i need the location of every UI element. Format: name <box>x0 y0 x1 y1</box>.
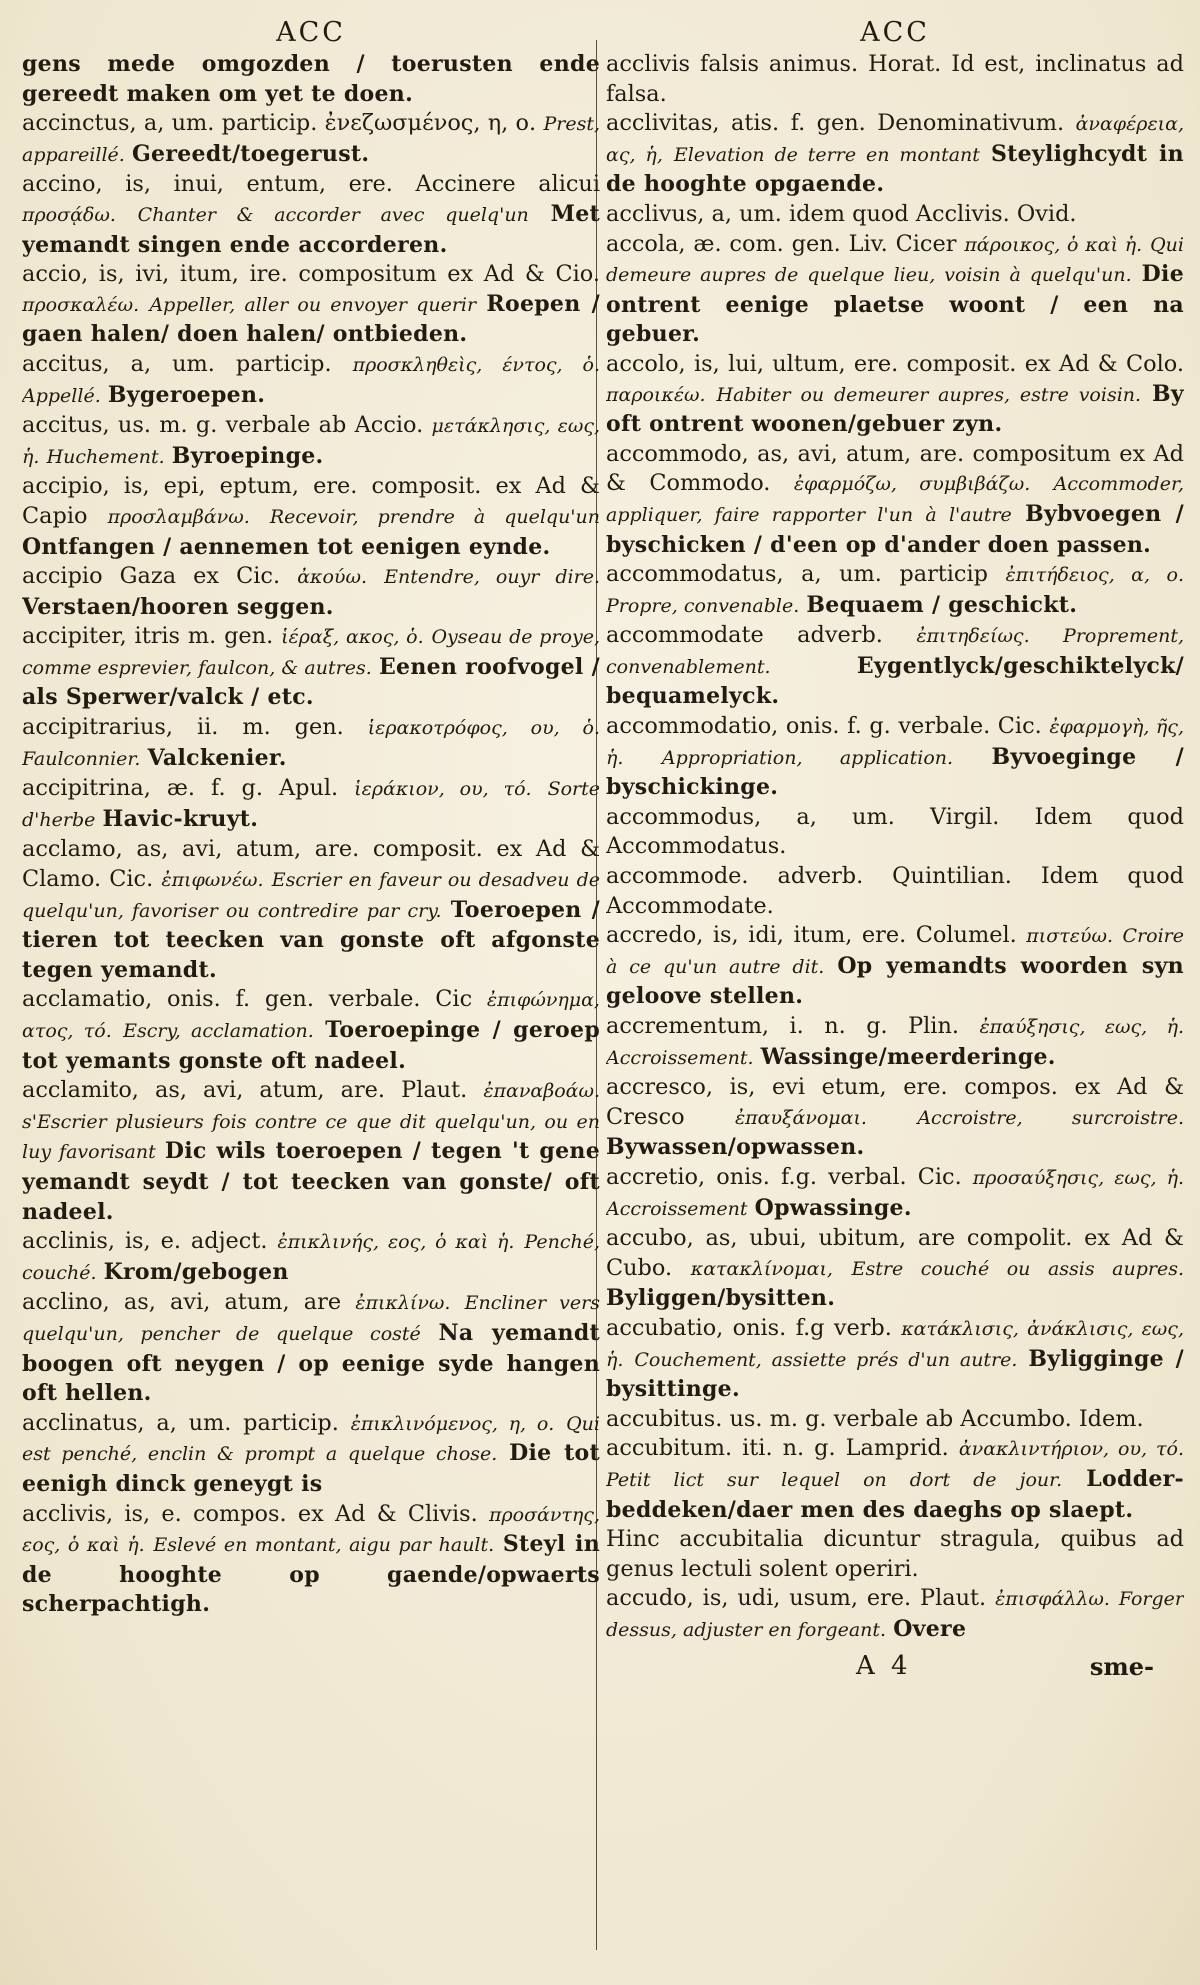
entry-latin: acclivis, is, e. compos. ex Ad & Clivis. <box>22 1500 478 1527</box>
dictionary-entry <box>606 200 1184 230</box>
entry-french: Recevoir, prendre à quelqu'un <box>269 505 600 528</box>
entry-greek: κατακλίνομαι, <box>690 1257 833 1280</box>
entry-latin: acclino, as, avi, atum, are <box>22 1289 342 1316</box>
entry-greek: ἐπιφώνημα, ατος, τό. <box>22 989 600 1042</box>
dictionary-entry <box>22 835 600 985</box>
dictionary-entry <box>606 1073 1184 1163</box>
entry-latin: accubitum. iti. n. g. Lamprid. <box>606 1435 949 1462</box>
entry-french: Escrier en faveur ou desadveu de quelqu'un, favoriser ou contredire par cry. <box>22 869 600 922</box>
entry-french: s'Escrier plusieurs fois contre ce que dit quelqu'un, ou en luy favorisant <box>22 1110 600 1164</box>
entry-greek: ἐπισφάλλω. <box>995 1588 1110 1611</box>
entry-latin: accudo, is, udi, usum, ere. Plaut. <box>606 1585 987 1612</box>
entry-french: Entendre, ouyr dire. <box>384 566 600 589</box>
entry-greek: ἐπιφωνέω. <box>161 869 264 892</box>
entry-dutch: Bygeroepen. <box>107 381 266 408</box>
dictionary-entry <box>22 1288 600 1408</box>
entry-dutch: Bequaem / geschickt. <box>806 591 1078 618</box>
entry-dutch: Verstaen/hooren seggen. <box>22 593 334 620</box>
entry-latin: acclivis falsis animus. Horat. Id est, inclinatus ad falsa. <box>606 51 1184 107</box>
entry-french: Elevation de terre en montant <box>673 143 980 166</box>
entry-latin: acclamo, as, avi, atum, are. composit. ex Ad & Clamo. Cic. <box>22 836 600 893</box>
entry-greek: ἱερακοτρόφος, ου, ὁ. <box>367 717 600 740</box>
dictionary-entry <box>22 713 600 774</box>
dictionary-entry <box>22 1227 600 1288</box>
entry-greek: ἐπαυξάνομαι. <box>734 1106 867 1129</box>
dictionary-entry <box>22 350 600 411</box>
entry-latin: acclivus, a, um. idem quod Acclivis. Ovid. <box>606 200 1077 227</box>
entry-greek: ἀνακλιντήριον, ου, τό. <box>958 1438 1184 1461</box>
entry-latin: accredo, is, idi, itum, ere. Columel. <box>606 922 1017 949</box>
entry-latin: accommodate adverb. <box>606 622 883 649</box>
dictionary-entry <box>606 1405 1184 1435</box>
entry-dutch: Met yemandt singen ende accorderen. <box>22 200 600 258</box>
entry-french: Habiter ou demeurer aupres, estre voisin. <box>716 383 1142 406</box>
dictionary-entry <box>606 1584 1184 1645</box>
entry-greek: ἐπιτήδειος, α, ο. <box>1005 564 1184 587</box>
entry-latin: accommodus, a, um. Virgil. Idem quod Accommodatus. <box>606 803 1184 860</box>
right-entries <box>606 50 1184 1645</box>
entry-french: Accommoder, appliquer, faire rapporter l'un à l'autre <box>606 473 1184 526</box>
running-head-left: ACC <box>276 18 346 48</box>
entry-greek: προσκληθεὶς, έντος, ὁ. <box>352 353 600 376</box>
entry-latin: accubo, as, ubui, ubitum, are compolit. ex Ad & Cubo. <box>606 1225 1184 1281</box>
dictionary-entry <box>22 109 600 170</box>
entry-french: Chanter & accorder avec quelq'un <box>137 203 529 226</box>
dictionary-entry <box>22 1500 600 1620</box>
entry-latin: acclamito, as, avi, atum, are. Plaut. <box>22 1077 468 1104</box>
page-footer <box>606 1645 1184 1682</box>
entry-latin: acclinatus, a, um. particip. <box>22 1409 339 1436</box>
entry-french: Appellé. <box>22 384 101 407</box>
entry-dutch: Ontfangen / aennemen tot eenigen eynde. <box>22 533 551 560</box>
entry-dutch: Lodder-beddeken/daer men des daeghs op slaept. <box>606 1465 1184 1523</box>
entry-greek: προσάντης, εος, ὁ καὶ ἡ. <box>22 1503 600 1557</box>
entry-french: Estre couché ou assis aupres. <box>851 1257 1184 1280</box>
entry-dutch: Byroepinge. <box>171 442 324 469</box>
dictionary-entry <box>606 109 1184 200</box>
entry-dutch: Toeroepinge / geroep tot yemants gonste oft nadeel. <box>22 1017 600 1074</box>
entry-dutch: By oft ontrent woonen/gebuer zyn. <box>606 380 1184 438</box>
entry-greek: πιστεύω. <box>1026 925 1113 948</box>
entry-greek: ἐπαναβοάω. <box>483 1080 600 1103</box>
entry-greek: προσλαμβάνω. <box>107 505 250 528</box>
dictionary-entry <box>22 411 600 472</box>
dictionary-entry <box>606 1314 1184 1405</box>
dictionary-entry <box>606 712 1184 803</box>
entry-latin: accitus, us. m. g. verbale ab Accio. <box>22 412 424 439</box>
entry-dutch: Gereedt/toegerust. <box>131 140 370 167</box>
entry-dutch: Die ontrent eenige plaetse woont / een na gebuer. <box>606 261 1184 348</box>
right-column <box>606 18 1184 1958</box>
entry-latin: accresco, is, evi etum, ere. compos. ex Ad & Cresco <box>606 1074 1184 1130</box>
entry-dutch: Toeroepen / tieren tot teecken van gonste oft afgonste tegen yemandt. <box>22 896 600 983</box>
dictionary-entry <box>606 1525 1184 1584</box>
entry-french: Croire à ce qu'un autre dit. <box>606 925 1184 978</box>
entry-dutch: Dic wils toeroepen / tegen 't gene yemandt seydt / tot teecken van gonste/ oft nadeel. <box>22 1138 600 1225</box>
entry-latin: accipitrarius, ii. m. gen. <box>22 714 344 741</box>
entry-latin: accipio, is, epi, eptum, ere. composit. ex Ad & Capio <box>22 473 600 529</box>
catchword: sme- <box>1089 1652 1154 1682</box>
entry-latin: accommode. adverb. Quintilian. Idem quod Accommodate. <box>606 863 1184 919</box>
dictionary-entry <box>606 1163 1184 1224</box>
entry-latin: accipio Gaza ex Cic. <box>22 563 281 590</box>
entry-french: Oyseau de proye, comme esprevier, faulcon, & autres. <box>22 626 600 679</box>
dictionary-entry <box>606 921 1184 1012</box>
dictionary-entry <box>22 472 600 562</box>
entry-latin: accommodo, as, avi, atum, are. compositum ex Ad & Commodo. <box>606 440 1184 497</box>
entry-greek: ἐπαύξησις, εως, ἡ. <box>979 1016 1184 1038</box>
dictionary-entry <box>22 50 600 109</box>
left-column <box>22 18 600 1958</box>
dictionary-entry <box>22 562 600 622</box>
entry-french: Faulconnier. <box>22 747 141 770</box>
entry-latin: accino, is, inui, entum, ere. Accinere alicui <box>22 171 600 198</box>
entry-greek: κατάκλισις, ἀνάκλισις, εως, ἡ. <box>606 1317 1184 1371</box>
entry-dutch: Havic-kruyt. <box>102 805 259 832</box>
dictionary-entry <box>606 1224 1184 1314</box>
entry-greek: ἐπικλινής, εος, ὁ καὶ ἡ. <box>277 1231 515 1254</box>
dictionary-entry <box>606 50 1184 109</box>
entry-french: Encliner vers quelqu'un, pencher de quelque costé <box>22 1292 600 1345</box>
running-head-right: ACC <box>860 18 930 48</box>
entry-french: Petit lict sur lequel on dort de jour. <box>606 1468 1063 1491</box>
entry-dutch: Byvoeginge / byschickinge. <box>606 743 1184 801</box>
entry-french: Proprement, convenablement. <box>606 625 1184 678</box>
dictionary-entry <box>606 1434 1184 1525</box>
entry-latin: accommodatio, onis. f. g. verbale. Cic. <box>606 713 1042 740</box>
entry-dutch: Eygentlyck/geschiktelyck/ bequamelyck. <box>606 652 1184 710</box>
entry-dutch: Byligginge / bysittinge. <box>606 1345 1184 1403</box>
entry-french: Accroissement. <box>606 1046 754 1069</box>
entry-greek: παροικέω. <box>606 383 706 406</box>
entry-latin: acclamatio, onis. f. gen. verbale. Cic <box>22 986 473 1013</box>
entry-french: Accroistre, surcroistre. <box>917 1106 1184 1129</box>
entry-latin: accubatio, onis. f.g verb. <box>606 1314 892 1341</box>
dictionary-entry <box>606 803 1184 862</box>
dictionary-entry <box>22 774 600 835</box>
entry-dutch: Valckenier. <box>147 744 287 771</box>
left-entries <box>22 50 600 1620</box>
entry-dutch: Op yemandts woorden syn geloove stellen. <box>606 952 1184 1010</box>
entry-latin: accola, æ. com. gen. Liv. Cicer <box>606 230 957 257</box>
entry-dutch: Opwassinge. <box>754 1194 912 1221</box>
entry-french: Appropriation, application. <box>661 746 954 769</box>
entry-greek: ἱεράκιον, ου, τό. <box>354 778 532 801</box>
entry-dutch: Eenen roofvogel / als Sperwer/valck / etc. <box>22 653 600 711</box>
dictionary-entry <box>22 985 600 1076</box>
entry-french: Forger dessus, adjuster en forgeant. <box>606 1588 1184 1641</box>
entry-dutch: Krom/gebogen <box>103 1258 289 1285</box>
entry-french: Qui est penché, enclin & prompt a quelque chose. <box>22 1412 600 1466</box>
dictionary-entry <box>606 350 1184 440</box>
entry-greek: ἐπιτηδείως. <box>916 625 1030 648</box>
entry-latin: accretio, onis. f.g. verbal. Cic. <box>606 1163 962 1190</box>
entry-greek: ἐπικλινόμενος, η, ο. <box>350 1412 555 1435</box>
entry-dutch: Roepen / gaen halen/ doen halen/ ontbieden. <box>22 290 600 348</box>
entry-french: Sorte d'herbe <box>22 778 600 831</box>
entry-french: Escry, acclamation. <box>123 1020 314 1042</box>
entry-french: Couchement, assiette prés d'un autre. <box>634 1348 1018 1371</box>
entry-latin: acclinis, is, e. adject. <box>22 1228 268 1255</box>
entry-french: Prest, appareillé. <box>22 113 600 166</box>
entry-latin: accommodatus, a, um. particip <box>606 561 988 588</box>
entry-greek: προσᾴδω. <box>22 203 116 226</box>
entry-french: Eslevé en montant, aigu par hault. <box>153 1534 495 1557</box>
entry-greek: ἀκούω. <box>297 566 367 589</box>
entry-dutch: gens mede omgozden / toerusten ende gereedt maken om yet te doen. <box>22 51 600 107</box>
entry-french: Appeller, aller ou envoyer querir <box>149 293 477 316</box>
entry-dutch: Steylighcydt in de hooghte opgaende. <box>606 140 1184 198</box>
entry-latin: Hinc accubitalia dicuntur stragula, quibus ad genus lectuli solent operiri. <box>606 1526 1184 1582</box>
entry-greek: μετάκλησις, εως, ἡ. <box>22 415 600 468</box>
entry-latin: accitus, a, um. particip. <box>22 350 332 377</box>
dictionary-entry <box>22 170 600 260</box>
entry-latin: accipiter, itris m. gen. <box>22 623 274 650</box>
entry-latin: accinctus, a, um. particip. ἐνεζωσμένος, η, ο. <box>22 110 537 137</box>
entry-greek: ἐφαρμόζω, συμβιβάζω. <box>793 473 1031 496</box>
entry-dutch: Overe <box>893 1615 967 1642</box>
entry-greek: προσκαλέω. <box>22 293 140 316</box>
entry-latin: accrementum, i. n. g. Plin. <box>606 1013 960 1039</box>
dictionary-entry <box>22 622 600 713</box>
entry-latin: acclivitas, atis. f. gen. Denominativum. <box>606 110 1065 137</box>
entry-dutch: Na yemandt boogen oft neygen / op eenige syde hangen oft hellen. <box>22 1319 600 1407</box>
entry-french: Huchement. <box>46 445 165 468</box>
entry-dutch: Byliggen/bysitten. <box>606 1285 836 1312</box>
dictionary-entry <box>22 1409 600 1500</box>
entry-dutch: Steyl in de hooghte op gaende/opwaerts scherpachtigh. <box>22 1531 600 1618</box>
entry-dutch: Bywassen/opwassen. <box>606 1134 865 1161</box>
entry-greek: ἐφαρμογὴ, ῆς, ἡ. <box>606 716 1184 769</box>
dictionary-entry <box>606 862 1184 921</box>
entry-dutch: Wassinge/meerderinge. <box>760 1043 1056 1070</box>
entry-french: Qui demeure aupres de quelque lieu, voisin à quelqu'un. <box>606 233 1184 287</box>
entry-latin: accolo, is, lui, ultum, ere. composit. ex Ad & Colo. <box>606 350 1184 377</box>
dictionary-entry <box>606 440 1184 560</box>
entry-french: Penché, couché. <box>22 1231 600 1284</box>
entry-latin: accipitrina, æ. f. g. Apul. <box>22 775 339 802</box>
entry-greek: προσαύξησις, εως, ἡ. <box>972 1166 1184 1189</box>
entry-greek: πάροικος, ὁ καὶ ἡ. <box>964 233 1143 256</box>
dictionary-entry <box>606 560 1184 621</box>
entry-latin: accubitus. us. m. g. verbale ab Accumbo. Idem. <box>606 1405 1144 1432</box>
dictionary-entry <box>606 1012 1184 1073</box>
dictionary-entry <box>606 230 1184 350</box>
entry-greek: ἐπικλίνω. <box>355 1292 451 1315</box>
entry-dutch: Bybvoegen / byschicken / d'een op d'ander doen passen. <box>606 500 1184 558</box>
entry-dutch: Die tot eenigh dinck geneygt is <box>22 1440 600 1497</box>
entry-latin: accio, is, ivi, itum, ire. compositum ex Ad & Cio. <box>22 261 600 288</box>
dictionary-entry <box>606 621 1184 712</box>
entry-greek: ἱέραξ, ακος, ὁ. <box>281 626 424 649</box>
dictionary-entry <box>22 1076 600 1227</box>
signature-mark: A 4 <box>856 1651 912 1682</box>
entry-greek: ἀναφέρεια, ας, ἡ, <box>606 113 1184 166</box>
entry-french: Propre, convenable. <box>606 594 800 617</box>
entry-french: Accroissement <box>606 1197 748 1220</box>
dictionary-entry <box>22 260 600 350</box>
